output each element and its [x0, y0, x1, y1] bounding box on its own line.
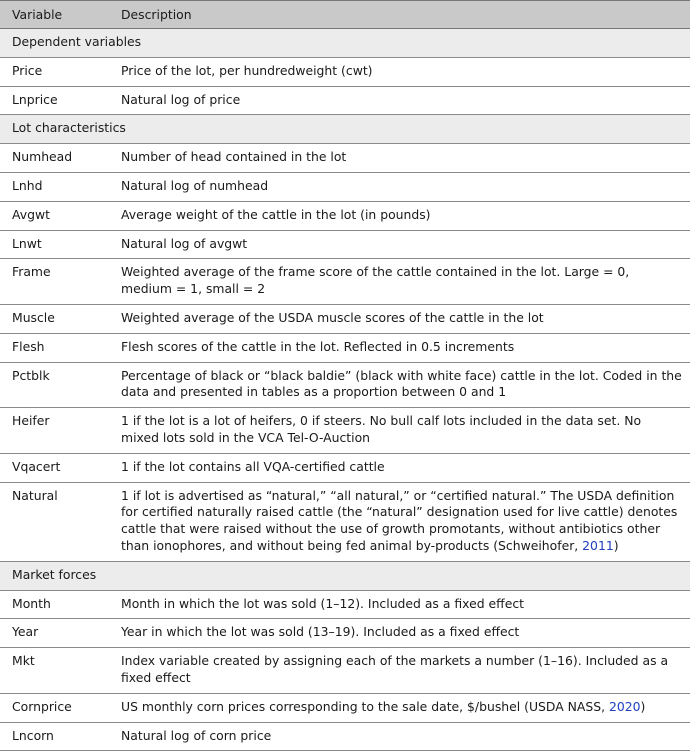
variable-description: 1 if the lot contains all VQA-certified cattle [109, 453, 690, 482]
variable-description: Weighted average of the USDA muscle scores of the cattle in the lot [109, 304, 690, 333]
variable-name: Mkt [0, 648, 109, 694]
variable-name: Lncorn [0, 722, 109, 751]
table-row [0, 362, 690, 408]
variable-description: Percentage of black or “black baldie” (black with white face) cattle in the lot. Coded in the data and presented in tables as a proportion between 0 and 1 [109, 362, 690, 408]
table-row [0, 693, 690, 722]
variable-description: Natural log of corn price [109, 722, 690, 751]
citation-link[interactable]: 2020 [609, 698, 641, 714]
table-row [0, 722, 690, 751]
table-row [0, 333, 690, 362]
table-row [0, 201, 690, 230]
variable-name: Pctblk [0, 362, 109, 408]
group-row-dependent-variables [0, 29, 690, 58]
variable-description [109, 693, 690, 722]
variable-name: Lnhd [0, 172, 109, 201]
variable-description: Weighted average of the frame score of the cattle contained in the lot. Large = 0, medium = 1, small = 2 [109, 259, 690, 305]
header-row [0, 1, 690, 29]
header-variable: Variable [0, 1, 109, 29]
variable-name: Cornprice [0, 693, 109, 722]
header-description: Description [109, 1, 690, 29]
variable-description: Natural log of avgwt [109, 230, 690, 259]
description-suffix: ) [640, 698, 646, 714]
table-row [0, 304, 690, 333]
variable-name: Natural [0, 482, 109, 561]
description-suffix: ) [613, 537, 619, 553]
variable-name: Price [0, 57, 109, 86]
variable-name: Month [0, 590, 109, 619]
table-row [0, 259, 690, 305]
table-row [0, 57, 690, 86]
table-row [0, 408, 690, 454]
variable-name: Frame [0, 259, 109, 305]
description-text: 1 if lot is advertised as “natural,” “all natural,” or “certified natural.” The USDA definition for certified naturally raised cattle (the “natural” designation used for live cattle) denotes cattle that were raised without the use of growth promotants, without antibiotics other than ionophores, and without being fed animal by-products (Schweihofer, [121, 487, 678, 553]
variable-description: Number of head contained in the lot [109, 144, 690, 173]
variable-name: Year [0, 619, 109, 648]
variable-description: Natural log of numhead [109, 172, 690, 201]
table-row [0, 86, 690, 115]
table-row [0, 619, 690, 648]
variable-description [109, 482, 690, 561]
variable-description: Year in which the lot was sold (13–19). Included as a fixed effect [109, 619, 690, 648]
variable-description: Average weight of the cattle in the lot (in pounds) [109, 201, 690, 230]
group-title: Market forces [0, 561, 690, 590]
table-row [0, 453, 690, 482]
table-row [0, 230, 690, 259]
variable-name: Heifer [0, 408, 109, 454]
variable-description: Flesh scores of the cattle in the lot. Reflected in 0.5 increments [109, 333, 690, 362]
variable-description: 1 if the lot is a lot of heifers, 0 if steers. No bull calf lots included in the data set. No mixed lots sold in the VCA Tel-O-Auction [109, 408, 690, 454]
variable-name: Vqacert [0, 453, 109, 482]
group-row-lot-characteristics [0, 115, 690, 144]
group-title: Dependent variables [0, 29, 690, 58]
variable-name: Muscle [0, 304, 109, 333]
group-row-market-forces [0, 561, 690, 590]
citation-link[interactable]: 2011 [582, 537, 614, 553]
variable-description: Natural log of price [109, 86, 690, 115]
group-title: Lot characteristics [0, 115, 690, 144]
table-row [0, 172, 690, 201]
variable-description: Month in which the lot was sold (1–12). Included as a fixed effect [109, 590, 690, 619]
table-row [0, 590, 690, 619]
description-text: US monthly corn prices corresponding to the sale date, $/bushel (USDA NASS, [121, 698, 609, 714]
variable-name: Flesh [0, 333, 109, 362]
variable-name: Avgwt [0, 201, 109, 230]
table-row [0, 482, 690, 561]
variable-name: Numhead [0, 144, 109, 173]
variable-name: Lnwt [0, 230, 109, 259]
variable-description: Price of the lot, per hundredweight (cwt) [109, 57, 690, 86]
variable-description: Index variable created by assigning each of the markets a number (1–16). Included as a fixed effect [109, 648, 690, 694]
table-row [0, 648, 690, 694]
variable-name: Lnprice [0, 86, 109, 115]
table-row [0, 144, 690, 173]
